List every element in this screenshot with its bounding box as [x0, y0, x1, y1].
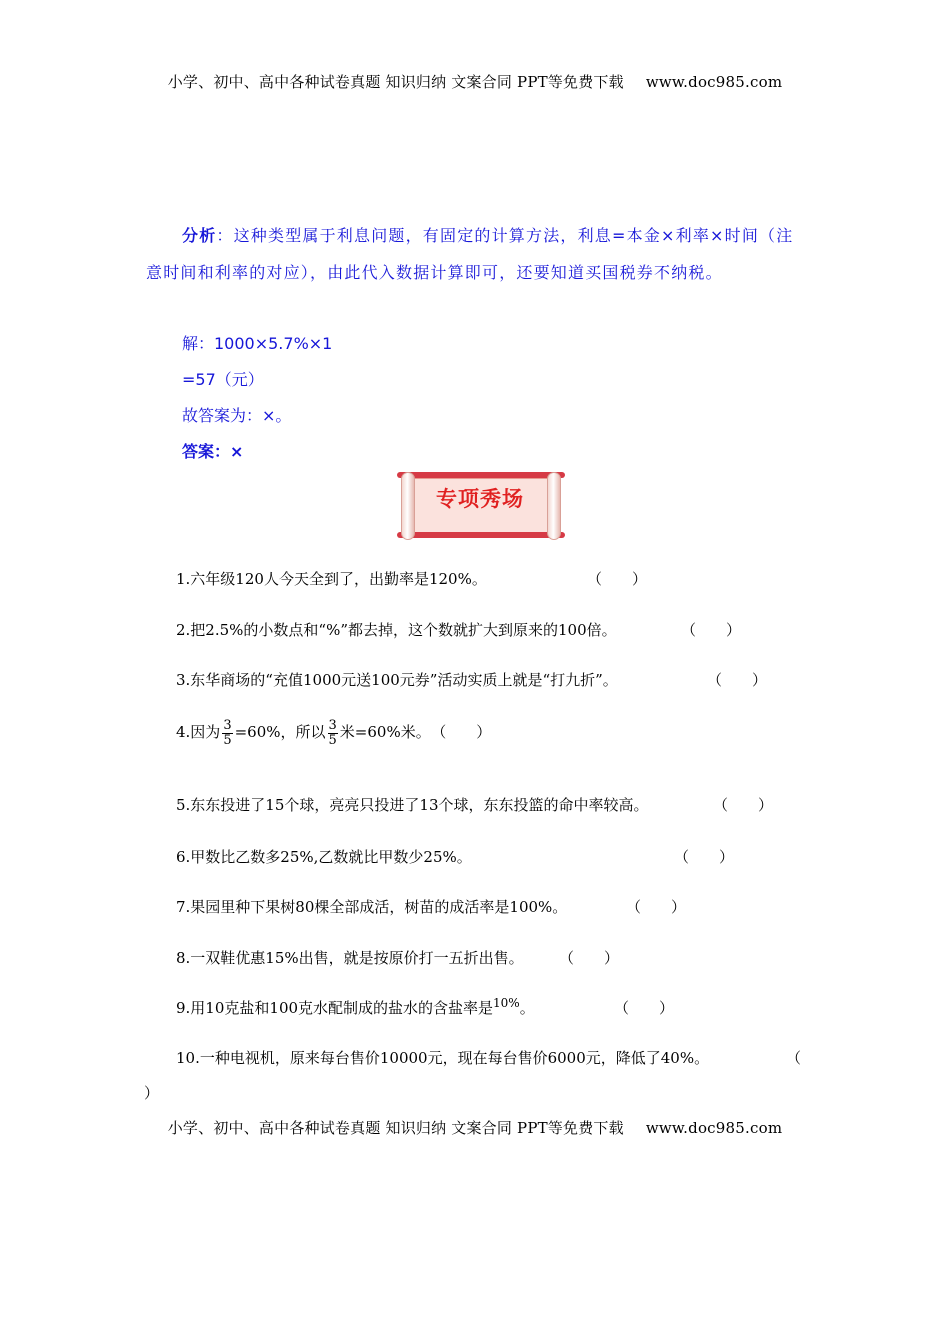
question-text: 2.把2.5%的小数点和“%”都去掉，这个数就扩大到原来的100倍。 — [176, 621, 617, 639]
page-footer — [0, 1117, 950, 1138]
solution-line-1: 解：1000×5.7%×1 — [182, 334, 333, 353]
question-6 — [176, 846, 735, 867]
question-text: =60%，所以 — [234, 723, 326, 741]
question-7 — [176, 896, 687, 917]
percent-value: 10% — [493, 996, 520, 1010]
question-text: 。 — [519, 999, 535, 1017]
question-text: 1.六年级120人今天全到了，出勤率是120%。 — [176, 570, 487, 588]
question-text: 6.甲数比乙数多25%,乙数就比甲数少25%。 — [176, 848, 472, 866]
question-text: 7.果园里种下果树80棵全部成活，树苗的成活率是100%。 — [176, 898, 568, 916]
question-1 — [176, 568, 648, 589]
analysis-label: 分析 — [182, 226, 217, 245]
question-10-close — [144, 1082, 159, 1103]
answer-blank: （ ） — [681, 621, 742, 639]
banner-bar-bottom — [397, 532, 565, 538]
answer-blank: （ ） — [614, 999, 675, 1017]
answer-blank: （ ） — [438, 723, 492, 741]
question-2 — [176, 619, 742, 640]
question-text: 8.一双鞋优惠15%出售，就是按原价打一五折出售。 — [176, 949, 524, 967]
answer-blank: （ ） — [587, 570, 648, 588]
answer-blank-open: （ — [786, 1049, 802, 1067]
question-4 — [176, 717, 492, 748]
answer-blank: （ ） — [713, 796, 774, 814]
banner-bar-top — [397, 472, 565, 478]
section-banner — [395, 469, 567, 541]
question-3 — [176, 669, 768, 690]
analysis-text: ：这种类型属于利息问题，有固定的计算方法，利息=本金×利率×时间（注意时间和利率的对应），由此代入数据计算即可，还要知道买国税券不纳税。 — [146, 226, 794, 282]
question-text: 5.东东投进了15个球，亮亮只投进了13个球，东东投篮的命中率较高。 — [176, 796, 649, 814]
answer-blank: （ ） — [559, 949, 620, 967]
solution-line-3: 故答案为：×。 — [182, 406, 292, 425]
answer-blank: （ ） — [626, 898, 687, 916]
fraction: $\frac{3}{5}$ — [223, 717, 232, 748]
answer-line: 答案：× — [182, 442, 244, 461]
question-8 — [176, 947, 620, 968]
question-text: 米=60%米。 — [339, 723, 431, 741]
question-10 — [176, 1047, 802, 1068]
solution-line-2: =57（元） — [182, 370, 264, 389]
answer-blank-close: ） — [144, 1084, 160, 1102]
question-text: 9.用10克盐和100克水配制成的盐水的含盐率是 — [176, 999, 494, 1017]
answer-blank: （ ） — [707, 671, 768, 689]
page-header — [0, 71, 950, 92]
question-text: 3.东华商场的“充值1000元送100元券”活动实质上就是“打九折”。 — [176, 671, 618, 689]
fraction: $\frac{3}{5}$ — [328, 717, 337, 748]
question-text: 10.一种电视机，原来每台售价10000元，现在每台售价6000元，降低了40%。 — [176, 1049, 710, 1067]
footer-text: 小学、初中、高中各种试卷真题 知识归纳 文案合同 PPT等免费下载 — [167, 1119, 624, 1137]
analysis-paragraph — [146, 217, 810, 291]
question-text: 4.因为 — [176, 723, 221, 741]
banner-title: 专项秀场 — [436, 487, 524, 511]
answer-blank: （ ） — [674, 848, 735, 866]
footer-url: www.doc985.com — [645, 1119, 783, 1137]
header-text: 小学、初中、高中各种试卷真题 知识归纳 文案合同 PPT等免费下载 — [167, 73, 624, 91]
question-5 — [176, 794, 774, 815]
question-9 — [176, 996, 675, 1018]
header-url: www.doc985.com — [645, 73, 783, 91]
